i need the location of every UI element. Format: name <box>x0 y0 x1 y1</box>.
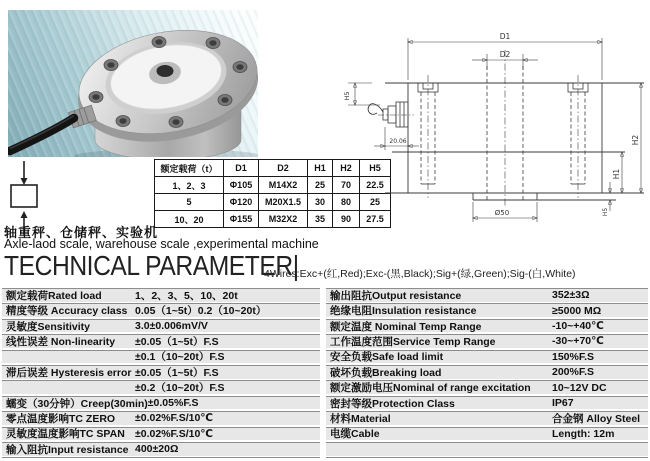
drawing-cable-connector <box>368 102 414 127</box>
dimension-table-cell: 25 <box>308 177 333 194</box>
parameter-value: 合金钢 Alloy Steel <box>552 412 641 425</box>
parameter-label: 绝缘电阻Insulation resistance <box>330 305 477 318</box>
dimension-table-cell: 35 <box>308 211 333 228</box>
parameter-table-right <box>326 288 648 458</box>
dimension-table-header: D2 <box>259 160 308 177</box>
parameter-row <box>2 396 320 410</box>
dimension-table-cell: 25 <box>360 194 391 211</box>
dimension-table-header: H5 <box>360 160 391 177</box>
parameter-row <box>326 303 648 317</box>
parameter-label: 破坏负载Breaking load <box>330 366 442 379</box>
parameter-value: ±0.02%F.S/10℃ <box>135 427 214 440</box>
parameter-value: ±0.1（10~20t）F.S <box>135 351 225 364</box>
parameter-label: 灵敏度温度影响TC SPAN <box>6 428 125 441</box>
parameter-value: ≥5000 MΩ <box>552 304 602 317</box>
parameter-row <box>326 427 648 441</box>
parameter-label: 线性误差 Non-linearity <box>6 335 116 348</box>
dim-label-h2: H2 <box>631 134 640 146</box>
parameter-value: Length: 12m <box>552 427 615 440</box>
parameter-row <box>2 380 320 394</box>
dimension-table-cell: M14X2 <box>259 177 308 194</box>
parameter-row <box>2 427 320 441</box>
parameter-row <box>326 319 648 333</box>
parameter-label: 滞后误差 Hysteresis error <box>6 366 132 379</box>
parameter-label: 电缆Cable <box>330 428 380 441</box>
dimension-table-cell: 27.5 <box>360 211 391 228</box>
dimension-table-header: H1 <box>308 160 333 177</box>
parameter-row <box>326 396 648 410</box>
parameter-label: 额定载荷Rated load <box>6 289 102 302</box>
dimension-table-cell: 80 <box>333 194 360 211</box>
parameter-table-left <box>2 288 320 458</box>
parameter-row <box>326 380 648 394</box>
parameter-value: 150%F.S <box>552 350 595 363</box>
parameter-row <box>326 442 648 456</box>
parameter-row <box>326 288 648 302</box>
load-cell-photo <box>8 10 258 157</box>
dimension-table-cell: M20X1.5 <box>259 194 308 211</box>
parameter-label: 零点温度影响TC ZERO <box>6 412 116 425</box>
parameter-value: -10~+40℃ <box>552 320 604 333</box>
parameter-row <box>326 350 648 364</box>
parameter-row <box>326 411 648 425</box>
dimension-table-cell: 90 <box>333 211 360 228</box>
parameter-label: 材料Material <box>330 412 391 425</box>
dimension-table-header: 额定载荷（t） <box>155 160 224 177</box>
dimension-table-header: D1 <box>224 160 259 177</box>
dimension-table-cell: Φ155 <box>224 211 259 228</box>
parameter-value: ±0.05（1~5t）F.S <box>135 335 219 348</box>
parameter-value: 1、2、3、5、10、20t <box>135 289 238 302</box>
parameter-label: 密封等级Protection Class <box>330 397 455 410</box>
parameter-label: 灵敏度Sensitivity <box>6 320 91 333</box>
dim-label-d2: D2 <box>499 50 511 59</box>
dimension-table-cell: Φ105 <box>224 177 259 194</box>
drawing-bolt-right <box>568 75 588 198</box>
dimension-table-cell: 5 <box>155 194 224 211</box>
parameter-value: ±0.02%F.S/10℃ <box>135 412 214 425</box>
dimension-table-cell: 1、2、3 <box>155 177 224 194</box>
drawing-center-hole <box>487 50 523 208</box>
parameter-label: 安全负载Safe load limit <box>330 351 444 364</box>
load-cell-center-hole <box>157 65 174 77</box>
dimension-table-cell: 30 <box>308 194 333 211</box>
parameter-value: 10~12V DC <box>552 381 607 394</box>
parameter-value: 400±20Ω <box>135 443 179 456</box>
application-text-zh: 轴重秤、仓储秤、实验机 <box>4 225 159 240</box>
drawing-dimensions <box>348 38 641 222</box>
parameter-value: 352±3Ω <box>552 289 590 302</box>
dim-label-h5-bottom: H5 <box>602 207 609 217</box>
dimension-table-cell: Φ120 <box>224 194 259 211</box>
parameter-value: ±0.05%F.S <box>147 397 199 410</box>
dimension-table-cell: 10、20 <box>155 211 224 228</box>
parameter-value: -30~+70℃ <box>552 335 604 348</box>
parameter-row <box>2 288 320 302</box>
parameter-row <box>2 411 320 425</box>
technical-drawing <box>330 12 650 232</box>
parameter-row <box>326 365 648 379</box>
parameter-label: 输入阻抗Input resistance <box>6 443 129 456</box>
parameter-row <box>2 334 320 348</box>
parameter-label: 工作温度范围Service Temp Range <box>330 335 496 348</box>
parameter-label: 额定温度 Nominal Temp Range <box>330 320 482 333</box>
wiring-note: 4Wires:Exc+(红,Red);Exc-(黑,Black);Sig+(绿,Green);Sig-(白,White) <box>264 268 576 280</box>
parameter-label: 蠕变（30分钟）Creep(30min) <box>6 397 148 410</box>
dim-label-bottom-diameter: Ø50 <box>494 209 510 217</box>
drawing-bolt-left <box>418 75 438 198</box>
parameter-value: IP67 <box>552 397 574 410</box>
parameter-row <box>2 442 320 456</box>
parameter-value: ±0.05（1~5t）F.S <box>135 366 219 379</box>
parameter-label: 输出阻抗Output resistance <box>330 289 462 302</box>
parameter-row <box>326 334 648 348</box>
dimension-table-cell: 70 <box>333 177 360 194</box>
parameter-row <box>2 303 320 317</box>
parameter-row <box>2 350 320 364</box>
parameter-value: 200%F.S <box>552 366 595 379</box>
dimension-table-header: H2 <box>333 160 360 177</box>
dimension-table-cell: M32X2 <box>259 211 308 228</box>
parameter-label: 精度等级 Accuracy class <box>6 305 128 318</box>
parameter-row <box>2 319 320 333</box>
dimension-table-cell: 22.5 <box>360 177 391 194</box>
parameter-value: 0.05（1~5t）0.2（10~20t） <box>135 305 267 318</box>
parameter-label: 额定激励电压Nominal of range excitation <box>330 382 531 395</box>
parameter-value: 3.0±0.006mV/V <box>135 320 208 333</box>
parameter-row <box>2 365 320 379</box>
parameter-value: ±0.2（10~20t）F.S <box>135 382 225 395</box>
dim-label-h5-left: H5 <box>343 91 351 101</box>
dim-label-h1: H1 <box>612 168 621 180</box>
dim-label-d1: D1 <box>499 32 511 41</box>
application-text-en: Axle-laod scale, warehouse scale ,experimental machine <box>4 237 319 251</box>
dim-label-cable-length: 20.06 <box>389 138 407 145</box>
page-title: TECHNICAL PARAMETER| <box>4 250 299 281</box>
